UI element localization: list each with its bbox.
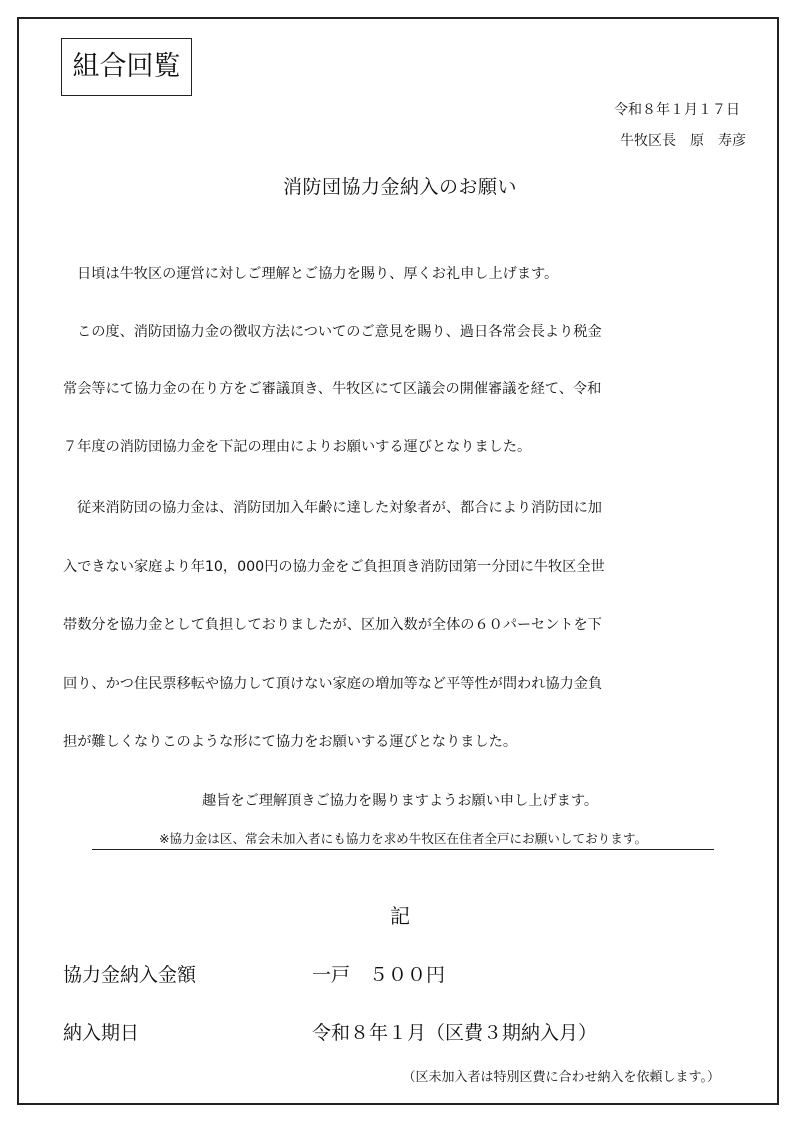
issue-date: 令和８年１月１７日 (614, 102, 740, 118)
document-title: 消防団協力金納入のお願い (282, 176, 517, 198)
ki-heading: 記 (390, 904, 410, 928)
body-line: 入できない家庭より年10，000円の協力金をご負担頂き消防団第一分団に牛牧区全世 (63, 559, 605, 575)
due-value: 令和８年１月（区費３期納入月） (312, 1022, 598, 1044)
body-line: 従来消防団の協力金は、消防団加入年齢に達した対象者が、都合により消防団に加 (77, 500, 602, 516)
body-line: 担が難しくなりこのような形にて協力をお願いする運びとなりました。 (63, 734, 518, 750)
sender-name: 牛牧区長 原 寿彦 (620, 133, 746, 149)
closing-request: 趣旨をご理解頂きご協力を賜りますようお願い申し上げます。 (201, 793, 599, 809)
body-line: 常会等にて協力金の在り方をご審議頂き、牛牧区にて区議会の開催審議を経て、令和 (63, 381, 602, 397)
due-note: （区未加入者は特別区費に合わせ納入を依頼します。） (402, 1070, 720, 1085)
body-paragraph-greeting: 日頃は牛牧区の運営に対しご理解とご協力を賜り、厚くお礼申し上げます。 (77, 266, 559, 282)
body-line: この度、消防団協力金の徴収方法についてのご意見を賜り、過日各常会長より税金 (77, 324, 602, 340)
circular-badge: 組合回覧 (61, 38, 192, 96)
amount-label: 協力金納入金額 (63, 964, 197, 986)
amount-value: 一戸 ５００円 (312, 964, 446, 986)
underlined-note: ※協力金は区、常会未加入者にも協力を求め牛牧区在住者全戸にお願いしております。 (92, 828, 714, 850)
due-label: 納入期日 (63, 1022, 140, 1044)
body-line: ７年度の消防団協力金を下記の理由によりお願いする運びとなりました。 (63, 439, 532, 455)
body-line: 回り、かつ住民票移転や協力して頂けない家庭の増加等など平等性が問われ協力金負 (63, 676, 603, 692)
body-line: 帯数分を協力金として負担しておりましたが、区加入数が全体の６０パーセントを下 (63, 617, 602, 633)
